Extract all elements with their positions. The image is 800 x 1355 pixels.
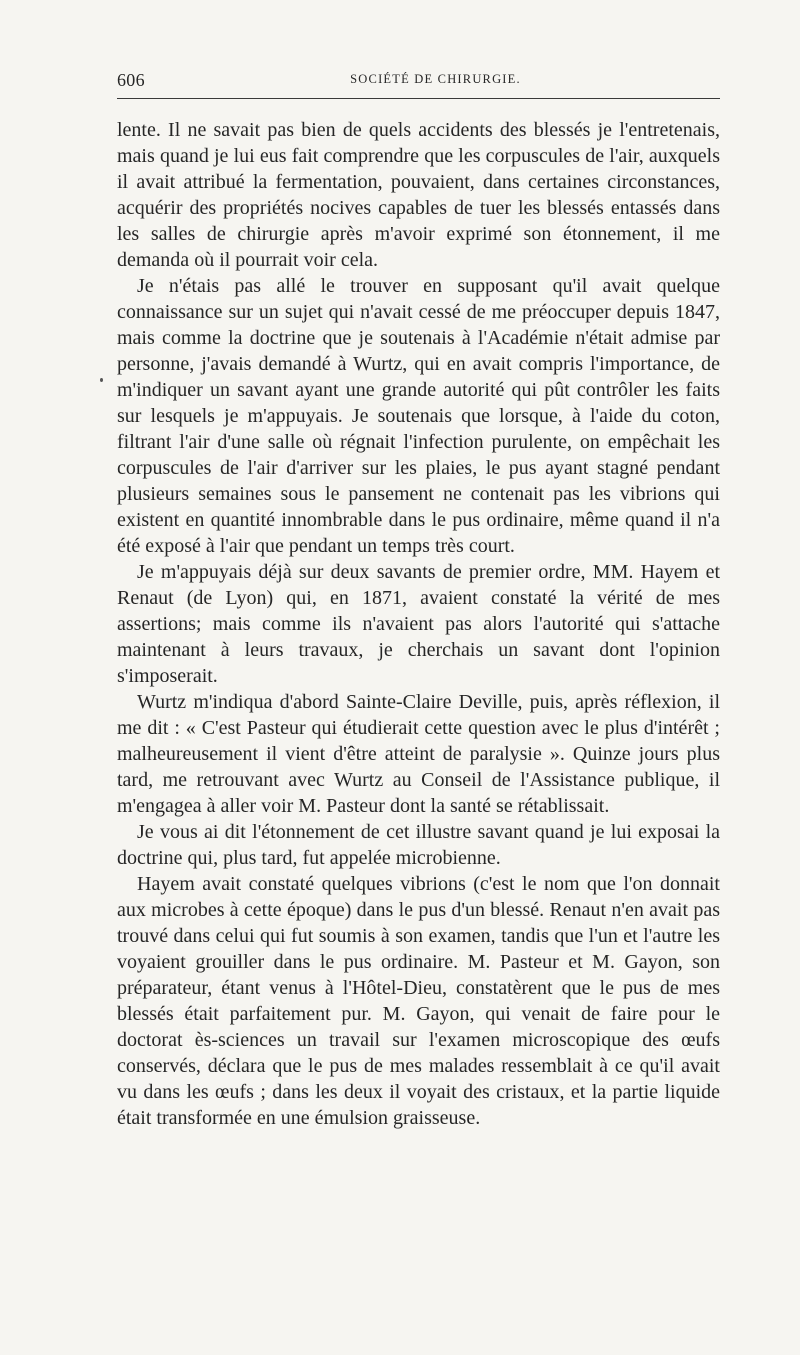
page-header — [117, 64, 720, 94]
paragraph: Wurtz m'indiqua d'abord Sainte-Claire Deville, puis, après réflexion, il me dit : « C'est Pasteur qui étudierait cette question avec le plus d'intérêt ; malheureusement il vient d'être atteint de paralysie ». Quinze jours plus tard, me retrouvant avec Wurtz au Conseil de l'Assistance publique, il m'engagea à aller voir M. Pasteur dont la santé se rétablissait. — [117, 691, 720, 817]
body-text — [117, 117, 720, 1131]
header-rule — [117, 98, 720, 99]
page-number: 606 — [117, 70, 145, 90]
margin-speck — [100, 378, 103, 382]
paragraph: Je vous ai dit l'étonnement de cet illustre savant quand je lui exposai la doctrine qui, plus tard, fut appelée microbienne. — [117, 821, 720, 869]
running-head: SOCIÉTÉ DE CHIRURGIE. — [350, 72, 521, 86]
paragraph: Hayem avait constaté quelques vibrions (c'est le nom que l'on donnait aux microbes à cette époque) dans le pus d'un blessé. Renaut n'en avait pas trouvé dans celui qui fut soumis à son examen, tandis que l'un et l'autre les voyaient grouiller dans le pus ordinaire. M. Pasteur et M. Gayon, son préparateur, étant venus à l'Hôtel-Dieu, constatèrent que le pus de mes blessés était parfaitement pur. M. Gayon, qui venait de faire pour le doctorat ès-sciences un travail sur l'examen microscopique des œufs conservés, déclara que le pus de mes malades ressemblait à ce qu'il avait vu dans les œufs ; dans les deux il voyait des cristaux, et la partie liquide était transformée en une émulsion graisseuse. — [117, 873, 720, 1129]
paragraph: Je n'étais pas allé le trouver en supposant qu'il avait quelque connaissance sur un sujet qui n'avait cessé de me préoccuper depuis 1847, mais comme la doctrine que je soutenais à l'Académie n'était admise par personne, j'avais demandé à Wurtz, qui en avait compris l'importance, de m'indiquer un savant ayant une grande autorité qui pût contrôler les faits sur lesquels je m'appuyais. Je soutenais que lorsque, à l'aide du coton, filtrant l'air d'une salle où régnait l'infection purulente, on empêchait les corpuscules de l'air d'arriver sur les plaies, le pus ayant stagné pendant plusieurs semaines sous le pansement ne contenait pas les vibrions qui existent en quantité innombrable dans le pus ordinaire, même quand il n'a été exposé à l'air que pendant un temps très court. — [117, 275, 720, 557]
paragraph: Je m'appuyais déjà sur deux savants de premier ordre, MM. Hayem et Renaut (de Lyon) qui, en 1871, avaient constaté la vérité de mes assertions; mais comme ils n'avaient pas alors l'autorité qui s'attache maintenant à leurs travaux, je cherchais un savant dont l'opinion s'imposerait. — [117, 561, 720, 687]
paragraph: lente. Il ne savait pas bien de quels accidents des blessés je l'entretenais, mais quand je lui eus fait comprendre que les corpuscules de l'air, auxquels il avait attribué la fermentation, pouvaient, dans certaines circonstances, acquérir des propriétés nocives capables de tuer les blessés entassés dans les salles de chirurgie après m'avoir exprimé son étonnement, il me demanda où il pourrait voir cela. — [117, 119, 720, 271]
